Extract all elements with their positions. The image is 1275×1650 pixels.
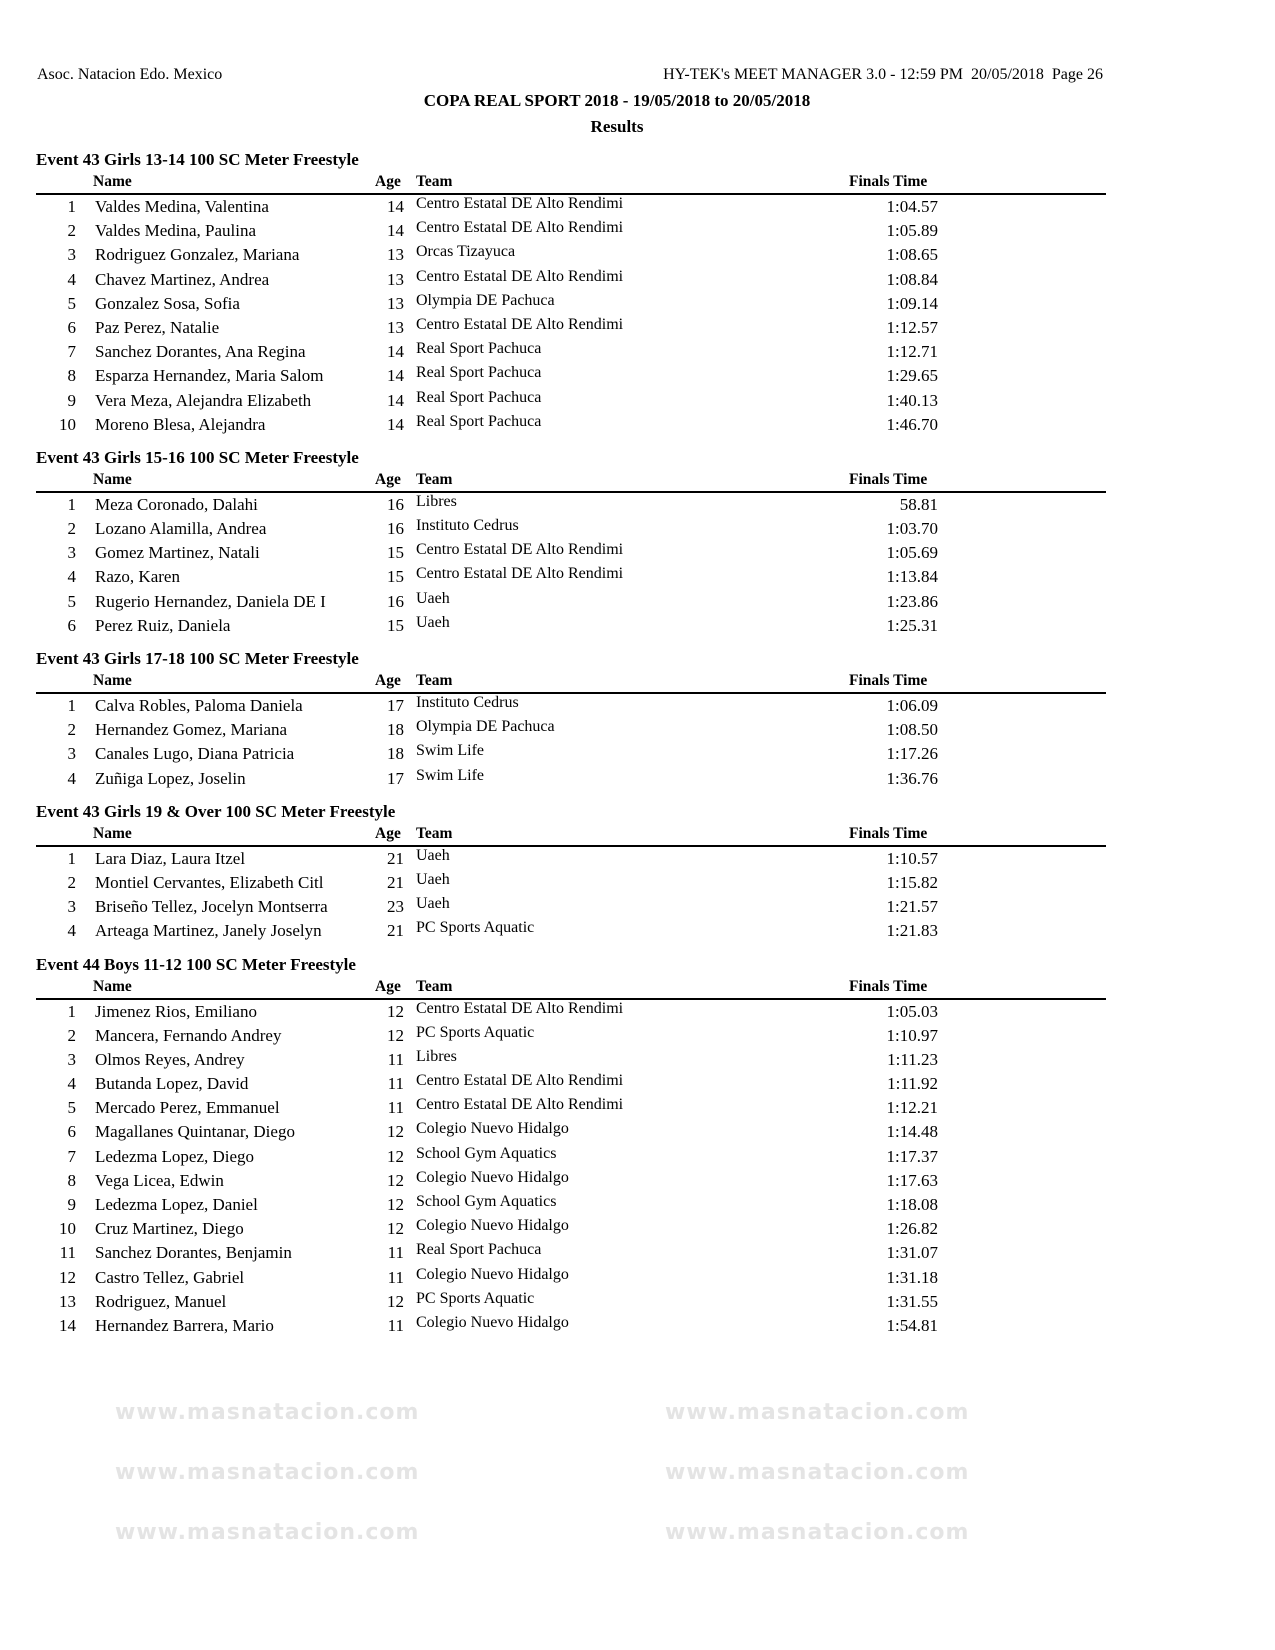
finals-time: 1:46.70	[886, 414, 938, 434]
table-row	[36, 1193, 1106, 1217]
age: 12	[387, 1291, 404, 1311]
swimmer-name: Valdes Medina, Paulina	[95, 221, 256, 241]
meet-title: COPA REAL SPORT 2018 - 19/05/2018 to 20/05/2018	[423, 91, 811, 110]
column-age: Age	[375, 824, 401, 842]
swimmer-name: Perez Ruiz, Daniela	[95, 615, 231, 635]
place: 7	[67, 342, 76, 362]
team: Olympia DE Pachuca	[416, 291, 555, 309]
column-team: Team	[416, 977, 453, 995]
place: 13	[59, 1291, 76, 1311]
table-row	[36, 718, 1106, 742]
team: Centro Estatal DE Alto Rendimi	[416, 541, 624, 559]
column-age: Age	[375, 672, 401, 689]
finals-time: 1:10.57	[886, 848, 938, 868]
team: Libres	[416, 1047, 457, 1065]
swimmer-name: Lara Diaz, Laura Itzel	[95, 848, 246, 868]
place: 4	[67, 921, 76, 941]
age: 11	[387, 1074, 404, 1094]
team: Centro Estatal DE Alto Rendimi	[416, 195, 624, 212]
age: 16	[387, 519, 404, 539]
place: 1	[67, 197, 76, 216]
table-row	[36, 895, 1106, 919]
table-row	[36, 1000, 1106, 1024]
team: Uaeh	[416, 895, 450, 913]
age: 17	[387, 696, 404, 715]
table-row	[36, 1048, 1106, 1072]
team: Real Sport Pachuca	[416, 340, 542, 358]
table-row	[36, 1024, 1106, 1048]
place: 6	[67, 615, 76, 635]
swimmer-name: Arteaga Martinez, Janely Joselyn	[95, 921, 322, 941]
age: 14	[387, 197, 404, 216]
age: 21	[387, 921, 404, 941]
place: 9	[67, 1195, 76, 1214]
place: 11	[59, 1243, 76, 1263]
event-block	[36, 800, 1106, 944]
table-row	[36, 243, 1106, 267]
place: 6	[67, 1122, 76, 1142]
swimmer-name: Castro Tellez, Gabriel	[95, 1267, 245, 1287]
finals-time: 1:31.55	[886, 1291, 938, 1311]
section-title: Results	[590, 117, 644, 136]
finals-time: 1:26.82	[886, 1219, 938, 1239]
place: 7	[67, 1146, 76, 1166]
age: 17	[387, 768, 404, 788]
finals-time: 1:04.57	[886, 197, 938, 216]
team: Real Sport Pachuca	[416, 388, 542, 406]
swimmer-name: Canales Lugo, Diana Patricia	[95, 744, 295, 764]
team: Centro Estatal DE Alto Rendimi	[416, 999, 624, 1017]
swimmer-name: Magallanes Quintanar, Diego	[95, 1122, 295, 1142]
swimmer-name: Chavez Martinez, Andrea	[95, 269, 270, 289]
place: 3	[67, 543, 76, 563]
team: Colegio Nuevo Hidalgo	[416, 1120, 569, 1138]
swimmer-name: Esparza Hernandez, Maria Salom	[95, 366, 324, 386]
place: 3	[67, 245, 76, 265]
swimmer-name: Moreno Blesa, Alejandra	[95, 414, 266, 434]
age: 15	[387, 543, 404, 563]
column-team: Team	[416, 173, 453, 190]
finals-time: 1:17.37	[886, 1146, 938, 1166]
finals-time: 1:08.65	[886, 245, 938, 265]
event-title: Event 43 Girls 17-18 100 SC Meter Freestyle	[36, 649, 359, 668]
swimmer-name: Rodriguez Gonzalez, Mariana	[95, 245, 300, 265]
team: Colegio Nuevo Hidalgo	[416, 1313, 569, 1331]
team: School Gym Aquatics	[416, 1193, 557, 1210]
place: 1	[67, 848, 76, 868]
table-row	[36, 871, 1106, 895]
age: 12	[387, 1001, 404, 1021]
team: Centro Estatal DE Alto Rendimi	[416, 267, 624, 285]
finals-time: 1:17.26	[886, 744, 938, 764]
finals-time: 1:06.09	[886, 696, 938, 715]
event-block	[36, 446, 1106, 638]
place: 5	[67, 293, 76, 313]
team: Uaeh	[416, 613, 450, 631]
place: 3	[67, 1049, 76, 1069]
finals-time: 1:12.57	[886, 317, 938, 337]
event-block	[36, 647, 1106, 791]
column-header	[36, 469, 1106, 493]
age: 13	[387, 269, 404, 289]
finals-time: 1:05.69	[886, 543, 938, 563]
place: 8	[67, 366, 76, 386]
age: 16	[387, 494, 404, 514]
place: 3	[67, 897, 76, 917]
finals-time: 1:40.13	[886, 390, 938, 410]
swimmer-name: Vera Meza, Alejandra Elizabeth	[95, 390, 312, 410]
team: PC Sports Aquatic	[416, 919, 535, 937]
place: 9	[67, 390, 76, 410]
column-header	[36, 171, 1106, 195]
swimmer-name: Hernandez Barrera, Mario	[95, 1315, 274, 1335]
results-list	[36, 148, 1106, 1347]
swimmer-name: Mancera, Fernando Andrey	[95, 1025, 282, 1045]
watermark: www.masnatacion.com	[665, 1520, 970, 1545]
place: 5	[67, 1098, 76, 1118]
team: Centro Estatal DE Alto Rendimi	[416, 315, 624, 333]
age: 14	[387, 414, 404, 434]
age: 18	[387, 744, 404, 764]
finals-time: 1:05.03	[886, 1001, 938, 1021]
column-finals-time: Finals Time	[849, 470, 928, 488]
age: 14	[387, 221, 404, 241]
swimmer-name: Mercado Perez, Emmanuel	[95, 1098, 280, 1118]
swimmer-name: Olmos Reyes, Andrey	[95, 1049, 245, 1069]
place: 2	[67, 1025, 76, 1045]
table-row	[36, 389, 1106, 413]
organization-name: Asoc. Natacion Edo. Mexico	[37, 66, 223, 83]
place: 10	[59, 1219, 76, 1239]
place: 2	[67, 221, 76, 241]
swimmer-name: Sanchez Dorantes, Ana Regina	[95, 342, 306, 362]
finals-time: 1:18.08	[886, 1195, 938, 1214]
swimmer-name: Razo, Karen	[95, 567, 180, 587]
watermark: www.masnatacion.com	[115, 1460, 420, 1485]
age: 11	[387, 1243, 404, 1263]
column-header	[36, 670, 1106, 694]
age: 11	[387, 1098, 404, 1118]
age: 16	[387, 591, 404, 611]
table-row	[36, 1314, 1106, 1338]
swimmer-name: Lozano Alamilla, Andrea	[95, 519, 267, 539]
table-row	[36, 364, 1106, 388]
swimmer-name: Meza Coronado, Dalahi	[95, 494, 258, 514]
team: Olympia DE Pachuca	[416, 718, 555, 736]
finals-time: 1:29.65	[886, 366, 938, 386]
finals-time: 1:54.81	[886, 1315, 938, 1335]
team: Colegio Nuevo Hidalgo	[416, 1217, 569, 1235]
finals-time: 1:11.23	[887, 1049, 938, 1069]
finals-time: 1:12.71	[886, 342, 938, 362]
table-row	[36, 541, 1106, 565]
finals-time: 1:31.18	[886, 1267, 938, 1287]
place: 2	[67, 720, 76, 740]
place: 8	[67, 1170, 76, 1190]
finals-time: 1:13.84	[886, 567, 938, 587]
swimmer-name: Briseño Tellez, Jocelyn Montserra	[95, 897, 328, 917]
place: 4	[67, 768, 76, 788]
age: 23	[387, 897, 404, 917]
watermark: www.masnatacion.com	[665, 1400, 970, 1425]
place: 3	[67, 744, 76, 764]
watermark: www.masnatacion.com	[115, 1520, 420, 1545]
table-row	[36, 195, 1106, 219]
place: 4	[67, 269, 76, 289]
finals-time: 1:25.31	[886, 615, 938, 635]
finals-time: 1:11.92	[887, 1074, 938, 1094]
swimmer-name: Gomez Martinez, Natali	[95, 543, 260, 563]
team: Uaeh	[416, 846, 450, 864]
table-row	[36, 1120, 1106, 1144]
table-row	[36, 1169, 1106, 1193]
table-row	[36, 1241, 1106, 1265]
finals-time: 1:10.97	[886, 1025, 938, 1045]
age: 14	[387, 366, 404, 386]
table-row	[36, 292, 1106, 316]
event-block	[36, 953, 1106, 1339]
column-header	[36, 976, 1106, 1000]
table-row	[36, 1217, 1106, 1241]
age: 12	[387, 1170, 404, 1190]
age: 13	[387, 293, 404, 313]
column-name: Name	[93, 173, 132, 190]
watermark: www.masnatacion.com	[115, 1400, 420, 1425]
place: 2	[67, 872, 76, 892]
swimmer-name: Zuñiga Lopez, Joselin	[95, 768, 246, 788]
column-finals-time: Finals Time	[849, 173, 928, 190]
finals-time: 1:17.63	[886, 1170, 938, 1190]
swimmer-name: Hernandez Gomez, Mariana	[95, 720, 288, 740]
place: 2	[67, 519, 76, 539]
table-row	[36, 590, 1106, 614]
team: Instituto Cedrus	[416, 517, 519, 535]
table-row	[36, 219, 1106, 243]
finals-time: 1:31.07	[886, 1243, 938, 1263]
team: School Gym Aquatics	[416, 1144, 557, 1162]
age: 15	[387, 567, 404, 587]
table-row	[36, 742, 1106, 766]
finals-time: 1:36.76	[886, 768, 938, 788]
column-name: Name	[93, 470, 132, 488]
finals-time: 1:09.14	[886, 293, 938, 313]
swimmer-name: Jimenez Rios, Emiliano	[95, 1001, 257, 1021]
age: 14	[387, 390, 404, 410]
swimmer-name: Valdes Medina, Valentina	[95, 197, 269, 216]
finals-time: 1:12.21	[886, 1098, 938, 1118]
table-row	[36, 919, 1106, 943]
swimmer-name: Cruz Martinez, Diego	[95, 1219, 244, 1239]
table-row	[36, 1290, 1106, 1314]
event-title: Event 43 Girls 15-16 100 SC Meter Freestyle	[36, 447, 359, 467]
finals-time: 1:15.82	[886, 872, 938, 892]
watermark: www.masnatacion.com	[665, 1460, 970, 1485]
age: 11	[387, 1315, 404, 1335]
column-finals-time: Finals Time	[849, 672, 928, 689]
table-row	[36, 694, 1106, 718]
age: 13	[387, 317, 404, 337]
table-row	[36, 413, 1106, 437]
table-row	[36, 517, 1106, 541]
table-row	[36, 1072, 1106, 1096]
place: 6	[67, 317, 76, 337]
table-row	[36, 1145, 1106, 1169]
table-row	[36, 316, 1106, 340]
place: 1	[67, 696, 76, 715]
place: 4	[67, 1074, 76, 1094]
team: Centro Estatal DE Alto Rendimi	[416, 1096, 624, 1114]
swimmer-name: Rugerio Hernandez, Daniela DE I	[95, 591, 326, 611]
team: Uaeh	[416, 589, 450, 607]
place: 4	[67, 567, 76, 587]
column-team: Team	[416, 672, 453, 689]
age: 12	[387, 1219, 404, 1239]
event-title: Event 43 Girls 19 & Over 100 SC Meter Freestyle	[36, 801, 396, 821]
swimmer-name: Sanchez Dorantes, Benjamin	[95, 1243, 292, 1263]
team: Libres	[416, 492, 457, 510]
swimmer-name: Butanda Lopez, David	[95, 1074, 249, 1094]
age: 13	[387, 245, 404, 265]
table-row	[36, 1096, 1106, 1120]
table-row	[36, 767, 1106, 791]
column-header	[36, 823, 1106, 847]
team: Swim Life	[416, 766, 484, 784]
finals-time: 1:05.89	[886, 221, 938, 241]
column-age: Age	[375, 173, 401, 190]
column-team: Team	[416, 470, 453, 488]
finals-time: 58.81	[899, 494, 938, 514]
age: 12	[387, 1146, 404, 1166]
team: PC Sports Aquatic	[416, 1289, 535, 1307]
age: 21	[387, 848, 404, 868]
table-row	[36, 1266, 1106, 1290]
finals-time: 1:21.83	[886, 921, 938, 941]
team: Real Sport Pachuca	[416, 412, 542, 430]
team: Real Sport Pachuca	[416, 1241, 542, 1259]
finals-time: 1:03.70	[886, 519, 938, 539]
finals-time: 1:14.48	[886, 1122, 938, 1142]
swimmer-name: Calva Robles, Paloma Daniela	[95, 696, 303, 715]
age: 18	[387, 720, 404, 740]
place: 14	[59, 1315, 76, 1335]
swimmer-name: Montiel Cervantes, Elizabeth Citl	[95, 872, 324, 892]
swimmer-name: Ledezma Lopez, Diego	[95, 1146, 255, 1166]
place: 1	[67, 1001, 76, 1021]
team: Colegio Nuevo Hidalgo	[416, 1168, 569, 1186]
age: 12	[387, 1122, 404, 1142]
table-row	[36, 847, 1106, 871]
swimmer-name: Ledezma Lopez, Daniel	[95, 1195, 258, 1214]
table-row	[36, 614, 1106, 638]
age: 15	[387, 615, 404, 635]
finals-time: 1:23.86	[886, 591, 938, 611]
event-title: Event 43 Girls 13-14 100 SC Meter Freestyle	[36, 150, 359, 169]
team: PC Sports Aquatic	[416, 1023, 535, 1041]
team: Uaeh	[416, 870, 450, 888]
event-title: Event 44 Boys 11-12 100 SC Meter Freestyle	[36, 954, 356, 974]
team: Centro Estatal DE Alto Rendimi	[416, 1072, 624, 1090]
place: 12	[59, 1267, 76, 1287]
age: 14	[387, 342, 404, 362]
team: Orcas Tizayuca	[416, 243, 516, 261]
table-row	[36, 268, 1106, 292]
column-age: Age	[375, 470, 401, 488]
team: Real Sport Pachuca	[416, 364, 542, 382]
finals-time: 1:08.50	[886, 720, 938, 740]
place: 10	[59, 414, 76, 434]
swimmer-name: Vega Licea, Edwin	[95, 1170, 224, 1190]
table-row	[36, 340, 1106, 364]
age: 21	[387, 872, 404, 892]
column-age: Age	[375, 977, 401, 995]
finals-time: 1:21.57	[886, 897, 938, 917]
column-name: Name	[93, 672, 132, 689]
age: 11	[387, 1267, 404, 1287]
table-row	[36, 493, 1106, 517]
column-finals-time: Finals Time	[849, 977, 928, 995]
age: 12	[387, 1195, 404, 1214]
column-name: Name	[93, 824, 132, 842]
column-finals-time: Finals Time	[849, 824, 928, 842]
team: Instituto Cedrus	[416, 694, 519, 711]
table-row	[36, 565, 1106, 589]
team: Swim Life	[416, 742, 484, 760]
software-info: HY-TEK's MEET MANAGER 3.0 - 12:59 PM 20/05/2018 Page 26	[663, 66, 1103, 83]
team: Colegio Nuevo Hidalgo	[416, 1265, 569, 1283]
swimmer-name: Paz Perez, Natalie	[95, 317, 220, 337]
finals-time: 1:08.84	[886, 269, 938, 289]
team: Centro Estatal DE Alto Rendimi	[416, 219, 624, 237]
column-team: Team	[416, 824, 453, 842]
age: 11	[387, 1049, 404, 1069]
age: 12	[387, 1025, 404, 1045]
place: 5	[67, 591, 76, 611]
place: 1	[67, 494, 76, 514]
team: Centro Estatal DE Alto Rendimi	[416, 565, 624, 583]
event-block	[36, 148, 1106, 437]
swimmer-name: Rodriguez, Manuel	[95, 1291, 227, 1311]
swimmer-name: Gonzalez Sosa, Sofia	[95, 293, 240, 313]
column-name: Name	[93, 977, 132, 995]
